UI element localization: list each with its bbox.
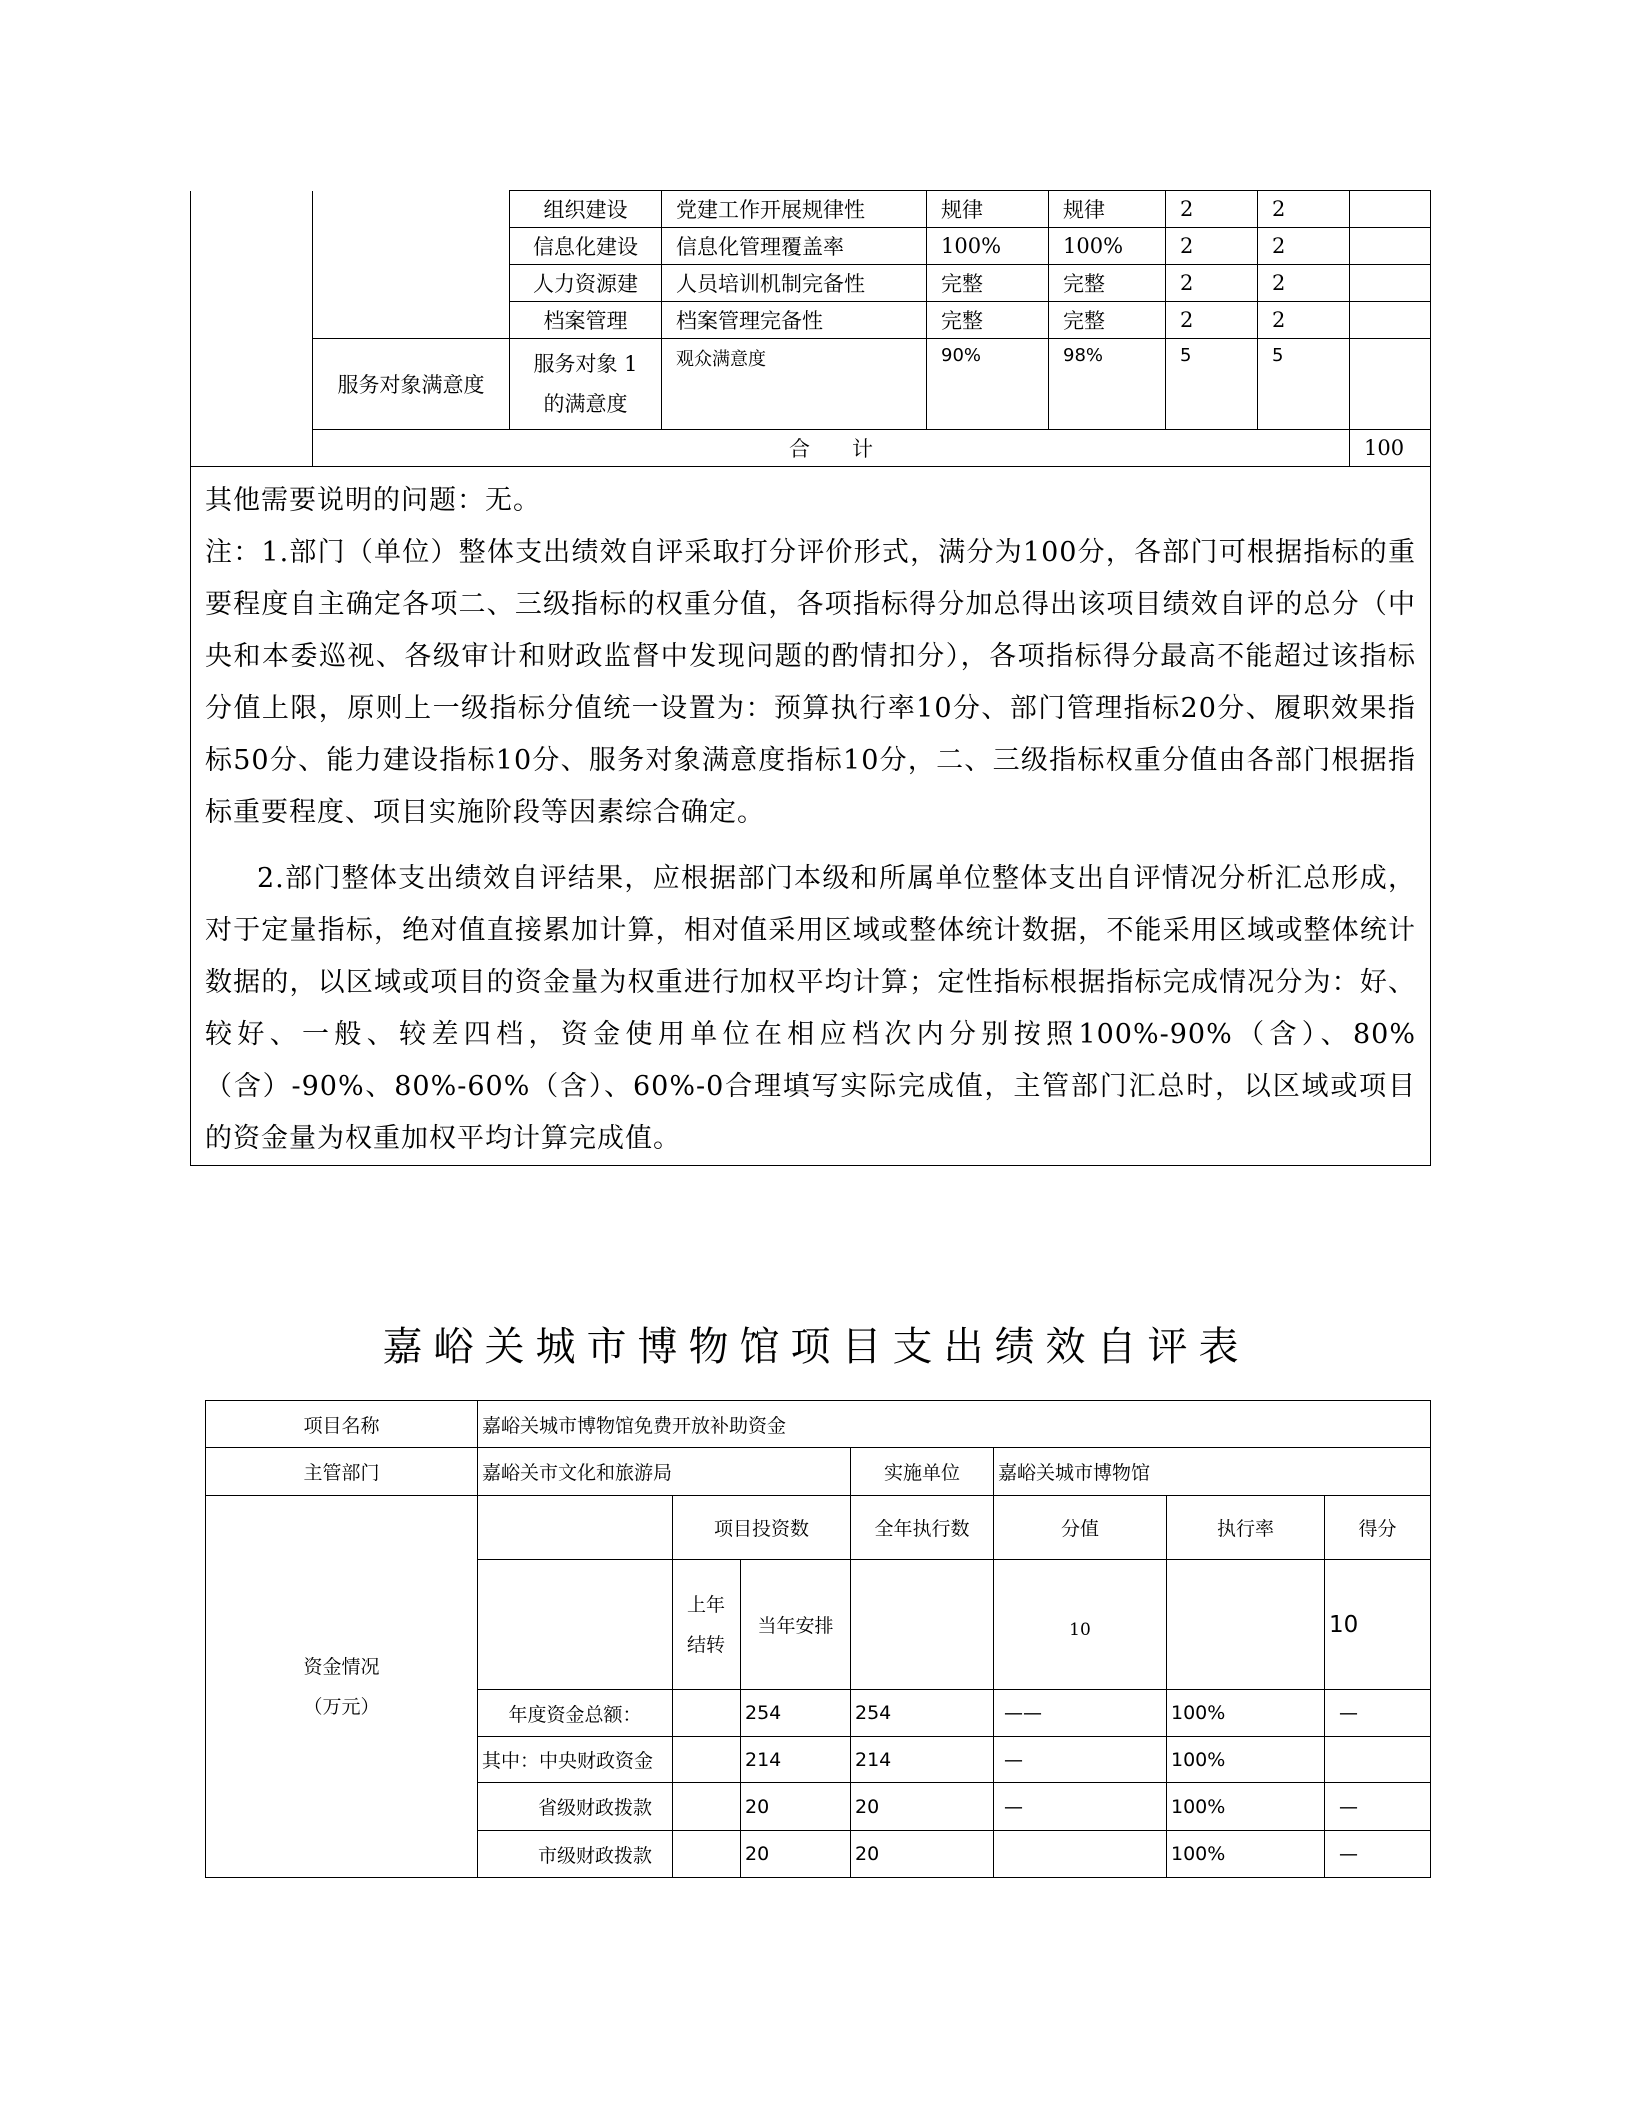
blank-cell [478, 1560, 673, 1690]
notes-cell [191, 467, 1431, 1166]
other-notes: 其他需要说明的问题：无。 [205, 485, 541, 516]
score-cell: 2 [1258, 265, 1350, 302]
remark-cell [1350, 191, 1431, 228]
indicator-cell: 档案管理完备性 [662, 302, 927, 339]
funds-label-line1: 资金情况 [303, 1655, 380, 1678]
level3-cell: 人力资源建 [510, 265, 662, 302]
table-row [206, 1496, 1431, 1560]
score-value-cell: — [994, 1737, 1167, 1783]
weight-cell: 2 [1166, 302, 1258, 339]
funds-label [206, 1496, 478, 1878]
row-label: 市级财政拨款 [478, 1831, 673, 1878]
dept-value: 嘉峪关市文化和旅游局 [478, 1448, 851, 1496]
actual-cell: 完整 [1049, 265, 1166, 302]
level3-cell: 信息化建设 [510, 228, 662, 265]
score-total: 10 [1325, 1560, 1431, 1690]
indicator-cell: 信息化管理覆盖率 [662, 228, 927, 265]
rate-cell: 100% [1167, 1690, 1325, 1737]
level2-cell [313, 191, 510, 339]
row-label: 其中：中央财政资金 [478, 1737, 673, 1783]
actual-cell: 完整 [1049, 302, 1166, 339]
rate-cell: 100% [1167, 1737, 1325, 1783]
blank-cell [851, 1560, 994, 1690]
level3-cell: 档案管理 [510, 302, 662, 339]
header-carryover: 上年结转 [673, 1560, 741, 1690]
level3-line1: 服务对象 1 [533, 352, 638, 376]
carry-cell [673, 1831, 741, 1878]
executed-cell: 20 [851, 1831, 994, 1878]
indicator-cell: 人员培训机制完备性 [662, 265, 927, 302]
target-cell: 90% [927, 339, 1049, 430]
executed-cell: 20 [851, 1783, 994, 1831]
score-value-cell [994, 1831, 1167, 1878]
funds-label-line2: （万元） [303, 1695, 380, 1718]
remark-cell [1350, 265, 1431, 302]
table-row [191, 191, 1431, 228]
level3-cell: 组织建设 [510, 191, 662, 228]
rate-cell: 100% [1167, 1783, 1325, 1831]
score-cell: — [1325, 1783, 1431, 1831]
level2-cell: 服务对象满意度 [313, 339, 510, 430]
score-cell: — [1325, 1831, 1431, 1878]
target-cell: 规律 [927, 191, 1049, 228]
indicator-cell: 党建工作开展规律性 [662, 191, 927, 228]
remark-cell [1350, 228, 1431, 265]
indicator-table [190, 190, 1431, 1166]
score-cell: 2 [1258, 302, 1350, 339]
row-label: 年度资金总额： [478, 1690, 673, 1737]
carry-cell [673, 1783, 741, 1831]
weight-cell: 2 [1166, 265, 1258, 302]
current-cell: 214 [741, 1737, 851, 1783]
row-label: 省级财政拨款 [478, 1783, 673, 1831]
score-cell [1325, 1737, 1431, 1783]
remark-cell [1350, 339, 1431, 430]
level3-cell [510, 339, 662, 430]
table-row [191, 339, 1431, 430]
notes-row [191, 467, 1431, 1166]
score-cell: 2 [1258, 191, 1350, 228]
score-value-total: 10 [994, 1560, 1167, 1690]
blank-cell [478, 1496, 673, 1560]
blank-cell [1167, 1560, 1325, 1690]
table-row [206, 1401, 1431, 1448]
weight-cell: 2 [1166, 228, 1258, 265]
level1-cell [191, 191, 313, 467]
target-cell: 完整 [927, 302, 1049, 339]
target-cell: 100% [927, 228, 1049, 265]
header-executed: 全年执行数 [851, 1496, 994, 1560]
actual-cell: 规律 [1049, 191, 1166, 228]
page-title: 嘉峪关城市博物馆项目支出绩效自评表 [382, 1324, 1250, 1370]
current-cell: 20 [741, 1783, 851, 1831]
header-invest: 项目投资数 [673, 1496, 851, 1560]
carry-cell [673, 1737, 741, 1783]
score-cell: 2 [1258, 228, 1350, 265]
executed-cell: 254 [851, 1690, 994, 1737]
header-score-value: 分值 [994, 1496, 1167, 1560]
target-cell: 完整 [927, 265, 1049, 302]
rate-cell: 100% [1167, 1831, 1325, 1878]
score-cell: — [1325, 1690, 1431, 1737]
table-row [206, 1448, 1431, 1496]
score-value-cell: —— [994, 1690, 1167, 1737]
project-name: 嘉峪关城市博物馆免费开放补助资金 [478, 1401, 1431, 1448]
current-cell: 254 [741, 1690, 851, 1737]
total-weight: 100 [1350, 430, 1431, 467]
current-cell: 20 [741, 1831, 851, 1878]
project-name-label: 项目名称 [206, 1401, 478, 1448]
dept-label: 主管部门 [206, 1448, 478, 1496]
total-label: 合 计 [313, 430, 1350, 467]
impl-value: 嘉峪关城市博物馆 [994, 1448, 1431, 1496]
total-row [191, 430, 1431, 467]
executed-cell: 214 [851, 1737, 994, 1783]
remark-cell [1350, 302, 1431, 339]
weight-cell: 2 [1166, 191, 1258, 228]
header-score: 得分 [1325, 1496, 1431, 1560]
indicator-cell: 观众满意度 [662, 339, 927, 430]
level3-line2: 的满意度 [543, 392, 628, 416]
carry-cell [673, 1690, 741, 1737]
actual-cell: 98% [1049, 339, 1166, 430]
score-cell: 5 [1258, 339, 1350, 430]
actual-cell: 100% [1049, 228, 1166, 265]
header-exec-rate: 执行率 [1167, 1496, 1325, 1560]
weight-cell: 5 [1166, 339, 1258, 430]
header-current: 当年安排 [741, 1560, 851, 1690]
project-table [205, 1400, 1431, 1878]
note-1: 注：1.部门（单位）整体支出绩效自评采取打分评价形式，满分为100分，各部门可根据指标的重要程度自主确定各项二、三级指标的权重分值，各项指标得分加总得出该项目绩效自评的总分（中央和本委巡视、各级审计和财政监督中发现问题的酌情扣分），各项指标得分最高不能超过该指标分值上限，原则上一级指标分值统一设置为：预算执行率10分、部门管理指标20分、履职效果指标50分、能力建设指标10分、服务对象满意度指标10分，二、三级指标权重分值由各部门根据指标重要程度、项目实施阶段等因素综合确定。 [205, 537, 1416, 828]
impl-label: 实施单位 [851, 1448, 994, 1496]
note-2: 2.部门整体支出绩效自评结果，应根据部门本级和所属单位整体支出自评情况分析汇总形成，对于定量指标，绝对值直接累加计算，相对值采用区域或整体统计数据，不能采用区域或整体统计数据的，以区域或项目的资金量为权重进行加权平均计算；定性指标根据指标完成情况分为：好、较好、一般、较差四档，资金使用单位在相应档次内分别按照100%-90%（含）、80%（含）-90%、80%-60%（含）、60%-0合理填写实际完成值，主管部门汇总时，以区域或项目的资金量为权重加权平均计算完成值。 [205, 863, 1416, 1154]
score-value-cell: — [994, 1783, 1167, 1831]
